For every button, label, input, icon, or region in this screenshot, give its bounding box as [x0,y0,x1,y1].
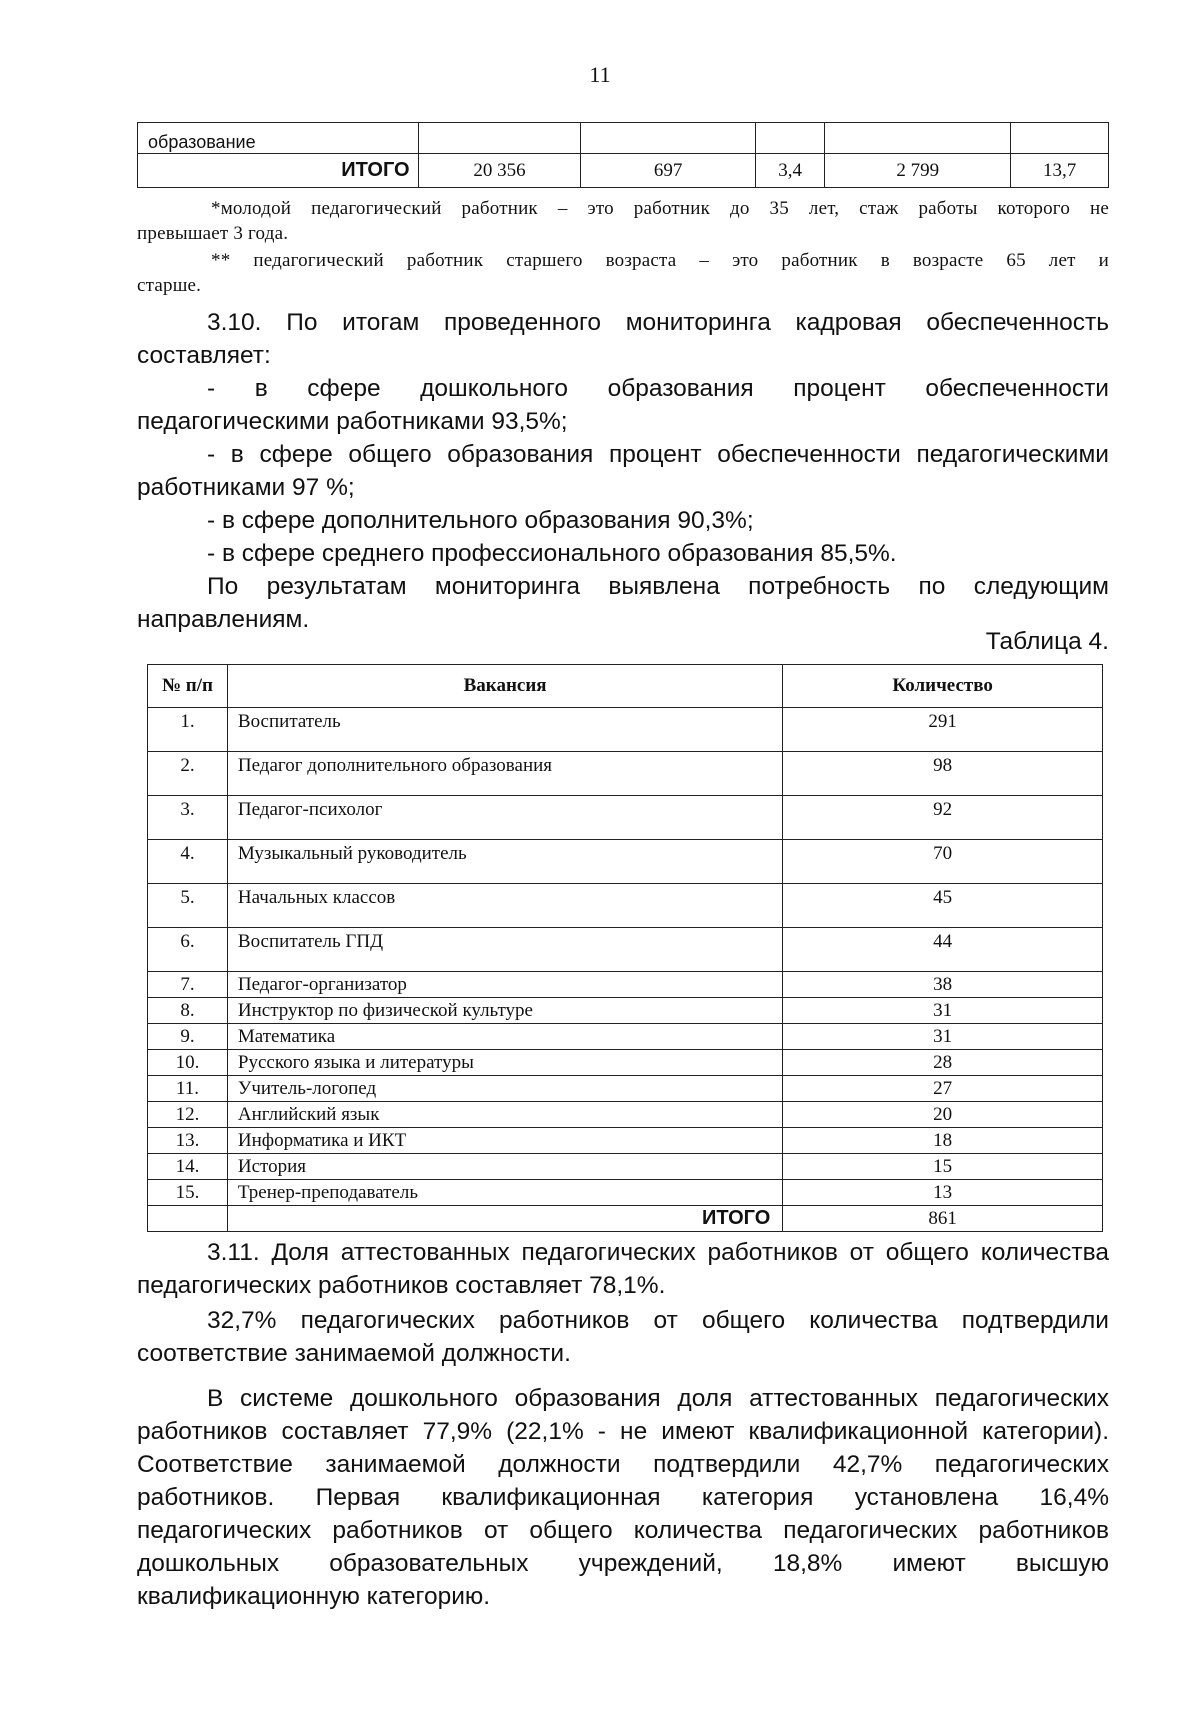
cell-count: 20 [783,1102,1103,1128]
total-label: ИТОГО [227,1206,782,1232]
table-row [148,752,1103,796]
total-value: 2 799 [825,154,1011,188]
table-row [148,972,1103,998]
cell-count: 31 [783,998,1103,1024]
table-row [148,1102,1103,1128]
cell-vacancy: Математика [227,1024,782,1050]
cell-num: 7. [148,972,228,998]
cell-count: 98 [783,752,1103,796]
cell-num: 8. [148,998,228,1024]
cell-num: 12. [148,1102,228,1128]
table-row [148,998,1103,1024]
cell-num: 15. [148,1180,228,1206]
cell-num: 6. [148,928,228,972]
section-3-10 [137,306,1109,636]
paragraph: - в сфере общего образования процент обеспеченности педагогическими работниками 97 %; [137,441,1109,501]
cell-num: 2. [148,752,228,796]
total-label: ИТОГО [138,154,419,188]
table-row [148,928,1103,972]
cell-count: 18 [783,1128,1103,1154]
table-row [148,840,1103,884]
column-header: Вакансия [227,665,782,708]
table-caption: Таблица 4. [985,628,1109,655]
footnote-young-line1: *молодой педагогический работник – это работник до 35 лет, стаж работы которого не [211,198,1109,219]
paragraph: - в сфере дошкольного образования процент обеспеченности [207,375,1109,402]
cell-vacancy: Музыкальный руководитель [227,840,782,884]
cell-count: 45 [783,884,1103,928]
cell-count: 27 [783,1076,1103,1102]
cell-vacancy: Воспитатель ГПД [227,928,782,972]
cell-num: 4. [148,840,228,884]
section-3-11 [137,1236,1109,1613]
row-label: образование [138,123,419,154]
cell-vacancy: Инструктор по физической культуре [227,998,782,1024]
page-number: 11 [589,62,611,87]
table-row [148,1154,1103,1180]
cell-count: 15 [783,1154,1103,1180]
cell-num: 3. [148,796,228,840]
staff-table-continuation [137,122,1109,188]
cell-num: 13. [148,1128,228,1154]
vacancies-table [147,664,1103,1232]
cell-vacancy: Информатика и ИКТ [227,1128,782,1154]
cell-vacancy: Русского языка и литературы [227,1050,782,1076]
table-row [148,1180,1103,1206]
table-row [148,1024,1103,1050]
cell-vacancy: Педагог-организатор [227,972,782,998]
paragraph: 32,7% педагогических работников от общего количества подтвердили соответствие занимаемой должности. [137,1307,1109,1367]
cell-num: 9. [148,1024,228,1050]
cell-vacancy: Английский язык [227,1102,782,1128]
cell-num: 1. [148,708,228,752]
cell-vacancy: История [227,1154,782,1180]
cell-vacancy: Начальных классов [227,884,782,928]
paragraph: педагогическими работниками 93,5%; [137,408,568,435]
paragraph: По результатам мониторинга выявлена потребность по следующим направлениям. [137,573,1109,633]
cell-vacancy: Педагог-психолог [227,796,782,840]
paragraph: 3.11. Доля аттестованных педагогических работников от общего количества педагогических работников составляет 78,1%. [137,1239,1109,1299]
cell-vacancy: Учитель-логопед [227,1076,782,1102]
total-value: 20 356 [418,154,581,188]
cell-vacancy: Тренер-преподаватель [227,1180,782,1206]
footnote-young-line2: превышает 3 года. [137,223,289,244]
paragraph: В системе дошкольного образования доля аттестованных педагогических работников составляет 77,9% (22,1% - не имеют квалификационной категории). Соответствие занимаемой должности подтвердили 42,7% педагогических работников. Первая квалификационная категория установлена 16,4% педагогических работников от общего количества педагогических работников дошкольных образовательных учреждений, 18,8% имеют высшую квалификационную категорию. [137,1385,1109,1610]
footnotes [137,196,1109,298]
total-value: 697 [581,154,755,188]
table-total-row [148,1206,1103,1232]
cell-count: 70 [783,840,1103,884]
footnote-senior-line1: ** педагогический работник старшего возраста – это работник в возрасте 65 лет и [211,250,1109,271]
table-row [148,1050,1103,1076]
total-value: 861 [783,1206,1103,1232]
cell-num: 10. [148,1050,228,1076]
cell-count: 291 [783,708,1103,752]
footnote-senior-line2: старше. [137,275,202,296]
paragraph: - в сфере среднего профессионального образования 85,5%. [207,540,897,567]
cell-count: 31 [783,1024,1103,1050]
table-row [148,708,1103,752]
table-total-row [138,154,1109,188]
table-row [148,884,1103,928]
cell-count: 13 [783,1180,1103,1206]
table-header-row [148,665,1103,708]
table-row [148,1128,1103,1154]
table-row [148,796,1103,840]
table-row [148,1076,1103,1102]
total-value: 13,7 [1011,154,1109,188]
cell-vacancy: Воспитатель [227,708,782,752]
cell-num: 11. [148,1076,228,1102]
column-header: № п/п [148,665,228,708]
cell-count: 28 [783,1050,1103,1076]
paragraph: 3.10. По итогам проведенного мониторинга кадровая обеспеченность составляет: [137,309,1109,369]
cell-count: 38 [783,972,1103,998]
total-value: 3,4 [755,154,824,188]
cell-count: 44 [783,928,1103,972]
table-row [138,123,1109,154]
cell-count: 92 [783,796,1103,840]
cell-num: 14. [148,1154,228,1180]
cell-vacancy: Педагог дополнительного образования [227,752,782,796]
paragraph: - в сфере дополнительного образования 90,3%; [207,507,754,534]
cell-num: 5. [148,884,228,928]
column-header: Количество [783,665,1103,708]
